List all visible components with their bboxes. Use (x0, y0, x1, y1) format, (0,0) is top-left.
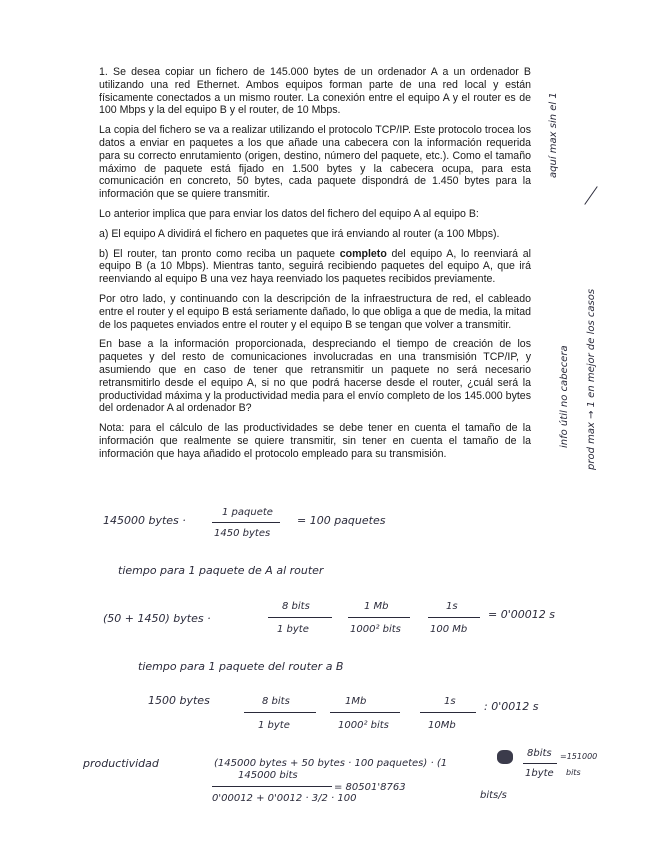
text-span: del equipo A, lo reenviará al equipo B (a 10 Mbps). Mientras tanto, seguirá recibiendo paquetes del equipo A, que irá reenviando al equipo B una vez haya reenviado los paquetes recibidos previamente. (99, 247, 532, 286)
conversion-numerator: 1s (444, 696, 456, 707)
productivity-units: bits/s (480, 790, 507, 801)
conversion-denominator: 100 Mb (430, 624, 468, 635)
crossed-out-scribble (497, 750, 513, 764)
conversion-denominator: 1 byte (258, 720, 290, 731)
packets-result: = 100 paquetes (297, 514, 386, 527)
time-router-b-label: tiempo para 1 paquete del router a B (138, 660, 344, 673)
margin-note-right: prod max → 1 en mejor de los casos (586, 288, 597, 470)
margin-note-mid: info útil no cabecera (559, 345, 570, 448)
problem-paragraph: a) El equipo A dividirá el fichero en paquetes que irá enviando al router (a 100 Mbps). (99, 227, 500, 240)
conversion-denominator: 1byte (525, 768, 554, 779)
problem-paragraph (99, 248, 531, 286)
problem-paragraph: Lo anterior implica que para enviar los datos del fichero del equipo A al equipo B: (99, 207, 479, 220)
margin-slash (584, 186, 597, 205)
fraction-line (348, 617, 410, 618)
time-a-router-label: tiempo para 1 paquete de A al router (118, 564, 324, 577)
productivity-denominator: 0'00012 + 0'0012 · 3/2 · 100 (212, 793, 357, 804)
problem-paragraph: En base a la información proporcionada, despreciando el tiempo de creación de los paquetes y del resto de comunicaciones involucradas en una transmisión TCP/IP, y asumiendo que en caso de tener que retransmitir un paquete no será necesario retransmitirlo desde el equipo A, si no que podrá hacerse desde el router, ¿cuál será la productividad máxima y la productividad media para el envío completo de los 145.000 bytes del ordenador A al ordenador B? (99, 338, 531, 415)
fraction-line (268, 617, 332, 618)
fraction-line (523, 763, 557, 764)
fraction-line (420, 712, 476, 713)
conversion-denominator: 10Mb (428, 720, 456, 731)
margin-note-top: aquí max sin el 1 (548, 92, 559, 178)
conversion-numerator: 1s (446, 601, 458, 612)
productivity-numerator: 145000 bits (238, 770, 298, 781)
productivity-expression: (145000 bytes + 50 bytes · 100 paquetes) · (1 (214, 758, 448, 769)
conversion-denominator: 1 byte (277, 624, 309, 635)
time-a-router-result: = 0'00012 s (488, 608, 555, 621)
conversion-numerator: 1 Mb (364, 601, 389, 612)
problem-paragraph: La copia del fichero se va a realizar utilizando el protocolo TCP/IP. Este protocolo trocea los datos a enviar en paquetes a los que añade una cabecera con la información requerida para su correcto enrutamiento (origen, destino, número del paquete, etc.). Como el tamaño máximo de paquete está fijado en 1.500 bytes y la cabecera ocupa, para esta comunicación en concreto, 50 bytes, cada paquete dispondrá de 1.450 bytes para la información que se quiere transmitir. (99, 124, 531, 201)
packets-denominator: 1450 bytes (214, 528, 271, 539)
text-span: b) El router, tan pronto como reciba un paquete (99, 247, 336, 260)
bold-word: completo (339, 247, 387, 260)
time-a-router-lhs: (50 + 1450) bytes · (103, 612, 211, 625)
time-router-b-result: : 0'0012 s (484, 700, 539, 713)
problem-note: Nota: para el cálculo de las productividades se debe tener en cuenta el tamaño de la información que realmente se quiere transmitir, sin tener en cuenta el tamaño de la información que haya añadido el protocolo empleado para su transmisión. (99, 422, 531, 460)
fraction-line (428, 617, 480, 618)
conversion-numerator: 8 bits (262, 696, 290, 707)
packets-lhs: 145000 bytes · (103, 514, 186, 527)
conversion-numerator: 8bits (527, 748, 552, 759)
problem-paragraph: Por otro lado, y continuando con la descripción de la infraestructura de red, el cableado entre el router y el equipo B está seriamente dañado, lo que obliga a que de media, la mitad de los paquetes enviados entre el router y el equipo B se tengan que volver a transmitir. (99, 292, 531, 331)
conversion-denominator: 1000² bits (350, 624, 401, 635)
fraction-line (330, 712, 400, 713)
fraction-line (212, 786, 332, 787)
conversion-denominator: 1000² bits (338, 720, 389, 731)
productivity-value: = 80501'8763 (334, 782, 406, 793)
bits-total-unit: bits (566, 768, 581, 777)
fraction-line (244, 712, 316, 713)
problem-paragraph: 1. Se desea copiar un fichero de 145.000 bytes de un ordenador A a un ordenador B utilizando una red Ethernet. Ambos equipos forman parte de una red local y están físicamente conectados a un mismo router. La conexión entre el equipo A y el router es de 100 Mbps y la del equipo B y el router, de 10 Mbps. (99, 66, 531, 117)
packets-numerator: 1 paquete (222, 507, 273, 518)
productivity-label: productividad (83, 757, 159, 770)
fraction-line (212, 522, 280, 523)
problem-statement (99, 66, 531, 468)
bits-total: =151000 (560, 752, 598, 761)
conversion-numerator: 8 bits (282, 601, 310, 612)
conversion-numerator: 1Mb (345, 696, 367, 707)
time-router-b-lhs: 1500 bytes (148, 694, 210, 707)
